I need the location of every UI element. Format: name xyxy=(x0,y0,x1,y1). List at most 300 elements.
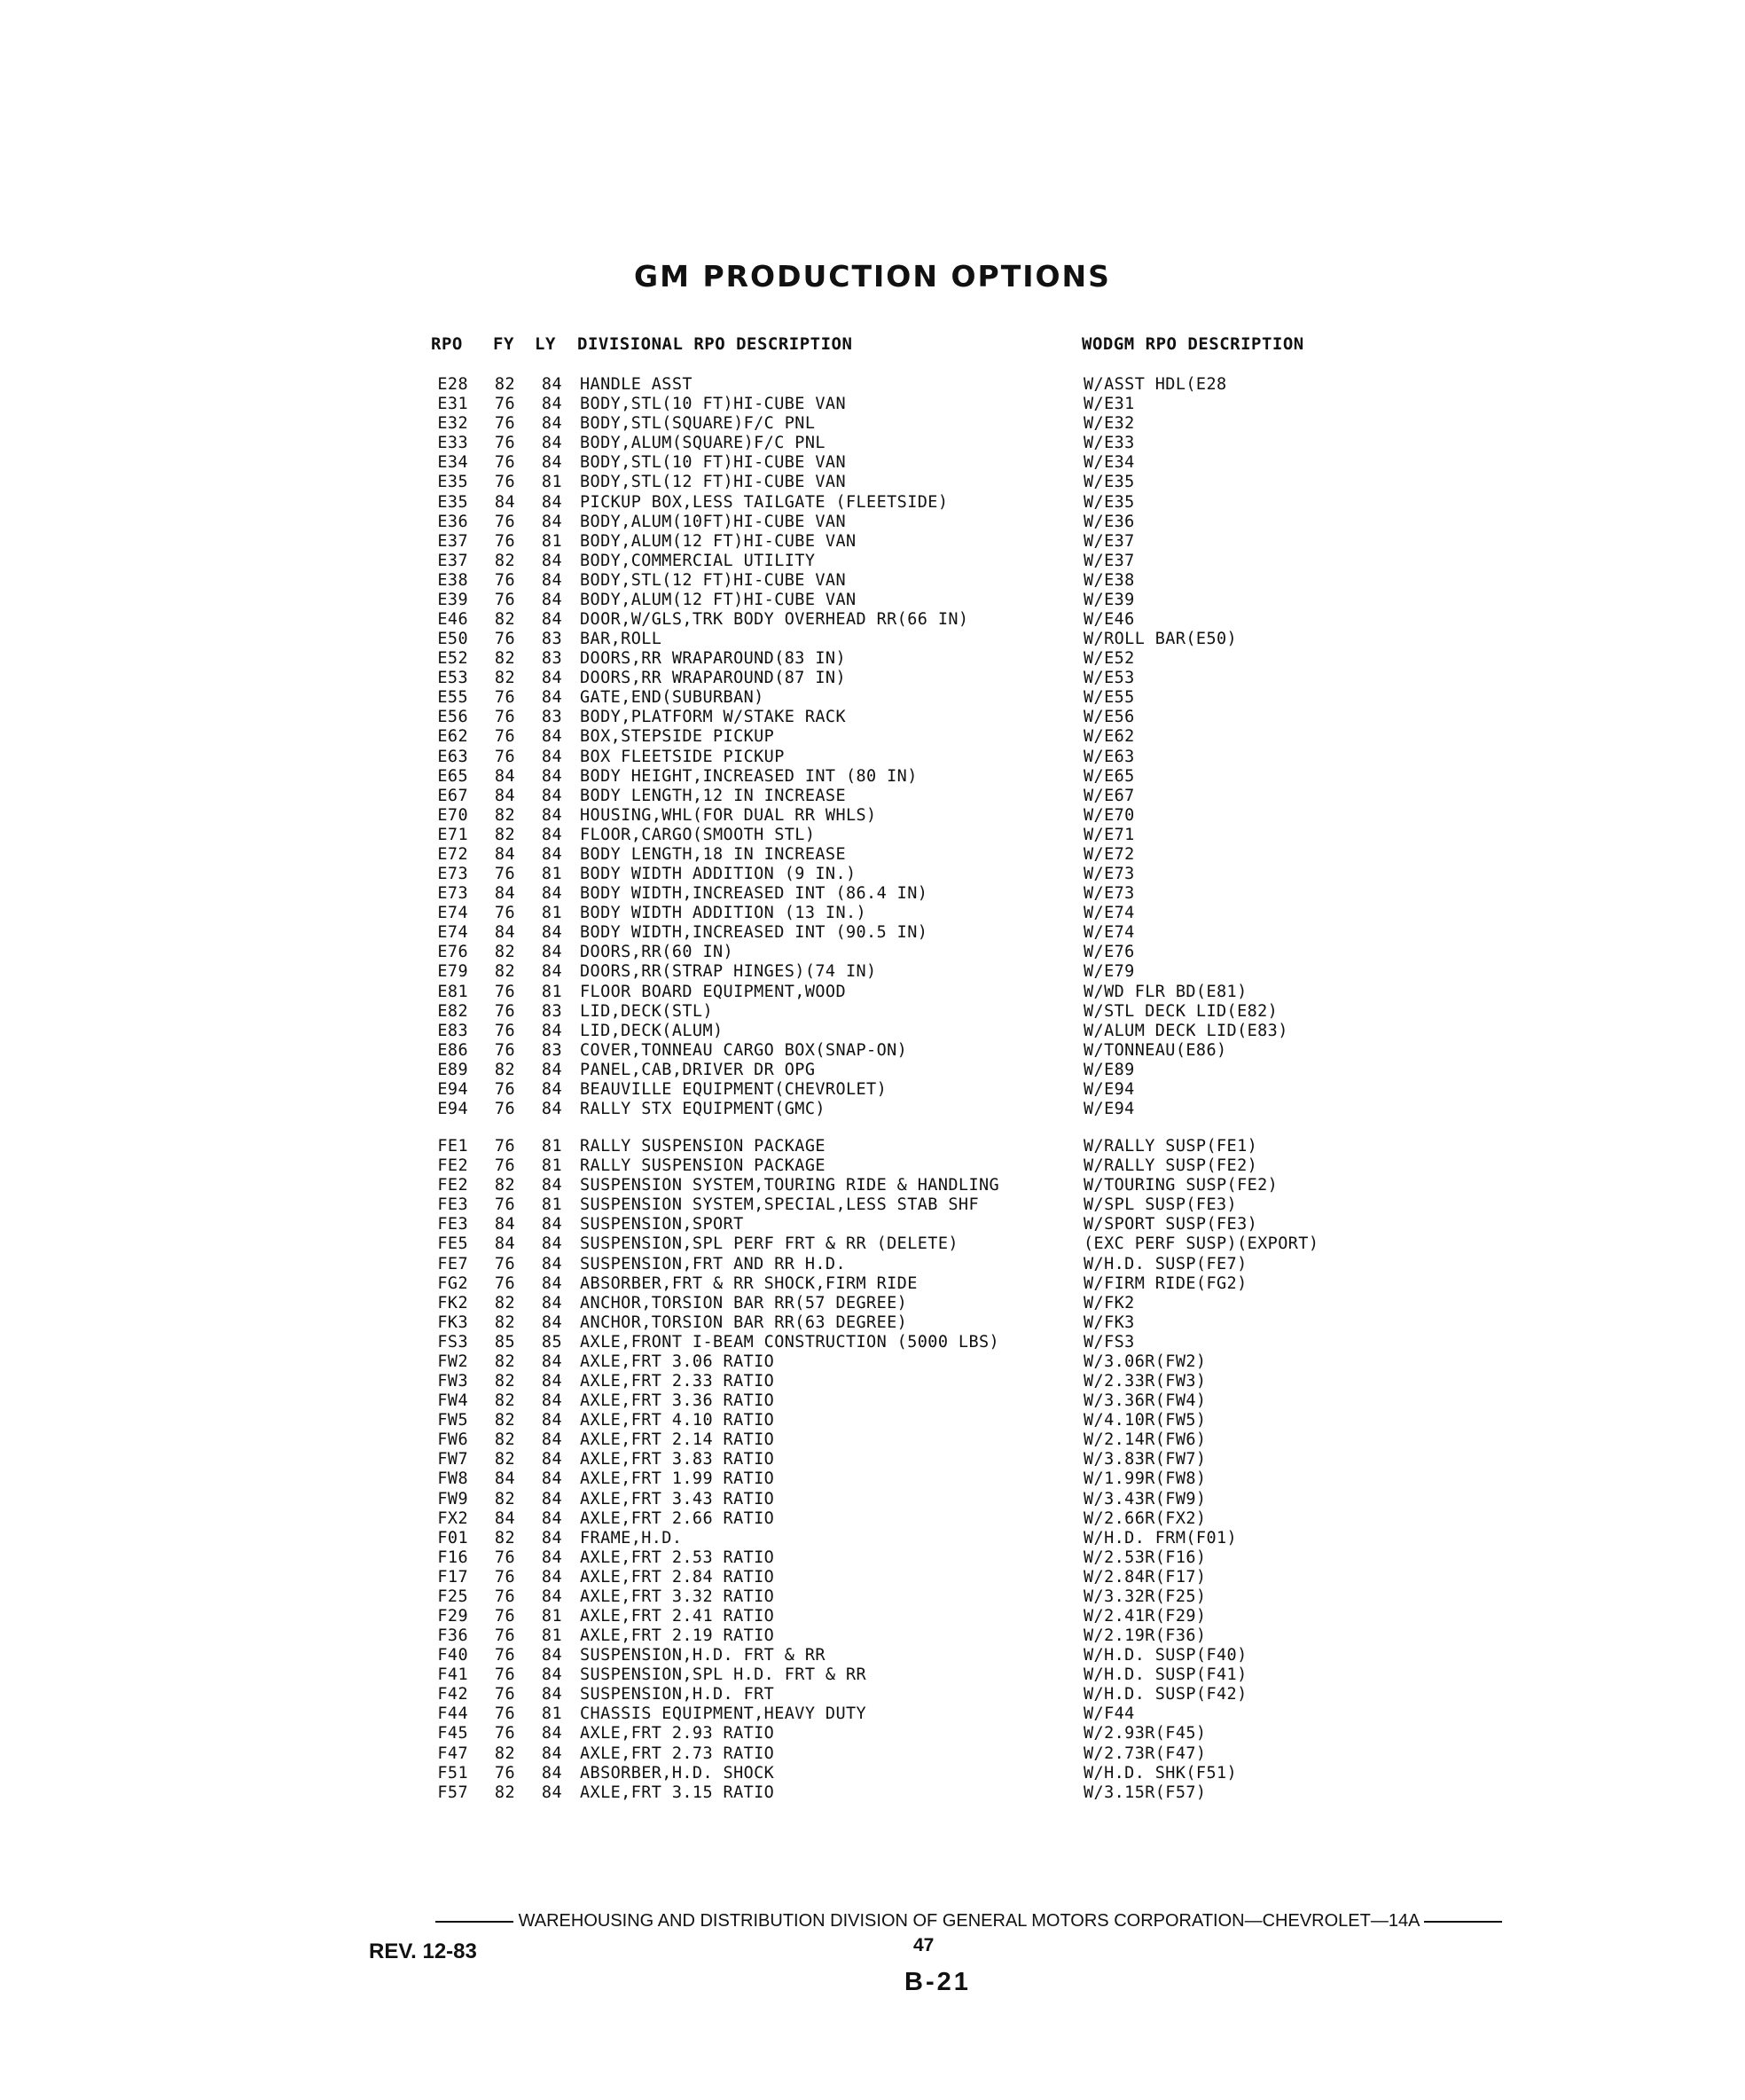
rpo-code-cell: F36 xyxy=(437,1626,468,1645)
first-year-cell: 82 xyxy=(494,1293,515,1312)
wodgm-description-cell: W/2.14R(FW6) xyxy=(1084,1430,1207,1450)
table-row xyxy=(0,884,1745,904)
column-header-fy: FY xyxy=(493,334,514,354)
table-row xyxy=(0,904,1745,923)
rpo-code-cell: FE2 xyxy=(437,1176,468,1195)
table-row xyxy=(0,748,1745,767)
table-row xyxy=(0,414,1745,434)
rpo-code-cell: E35 xyxy=(437,473,468,492)
last-year-cell: 84 xyxy=(541,590,562,609)
wodgm-description-cell: W/H.D. SUSP(F42) xyxy=(1084,1685,1248,1704)
last-year-cell: 84 xyxy=(541,1528,562,1548)
last-year-cell: 84 xyxy=(541,1021,562,1040)
wodgm-description-cell: W/3.83R(FW7) xyxy=(1084,1450,1207,1469)
rpo-code-cell: F25 xyxy=(437,1587,468,1606)
wodgm-description-cell: W/E94 xyxy=(1084,1100,1135,1118)
wodgm-description-cell: W/H.D. SHK(F51) xyxy=(1084,1763,1238,1783)
wodgm-description-cell: W/SPORT SUSP(FE3) xyxy=(1084,1215,1258,1234)
divisional-description-cell: BODY,ALUM(10FT)HI-CUBE VAN xyxy=(580,512,846,531)
table-row xyxy=(0,591,1745,610)
last-year-cell: 84 xyxy=(541,1724,562,1743)
table-row xyxy=(0,1469,1745,1489)
last-year-cell: 84 xyxy=(541,1391,562,1411)
rpo-code-cell: E94 xyxy=(437,1100,468,1118)
wodgm-description-cell: W/3.36R(FW4) xyxy=(1084,1391,1207,1411)
wodgm-description-cell: W/STL DECK LID(E82) xyxy=(1084,1001,1279,1021)
divisional-description-cell: SUSPENSION SYSTEM,SPECIAL,LESS STAB SHF xyxy=(580,1195,979,1215)
rpo-code-cell: E62 xyxy=(437,727,468,747)
divisional-description-cell: AXLE,FRT 3.32 RATIO xyxy=(580,1587,775,1606)
rpo-code-cell: FW8 xyxy=(437,1469,468,1489)
last-year-cell: 84 xyxy=(541,1685,562,1704)
divisional-description-cell: CHASSIS EQUIPMENT,HEAVY DUTY xyxy=(580,1704,867,1724)
section-page-number: B-21 xyxy=(904,1968,971,1996)
last-year-cell: 84 xyxy=(541,1646,562,1665)
last-year-cell: 84 xyxy=(541,512,562,531)
wodgm-description-cell: W/TONNEAU(E86) xyxy=(1084,1040,1227,1060)
last-year-cell: 81 xyxy=(541,1195,562,1215)
rpo-code-cell: FE3 xyxy=(437,1195,468,1215)
last-year-cell: 84 xyxy=(541,962,562,982)
last-year-cell: 84 xyxy=(541,786,562,805)
divisional-description-cell: BODY WIDTH,INCREASED INT (90.5 IN) xyxy=(580,923,928,943)
divisional-description-cell: BODY LENGTH,18 IN INCREASE xyxy=(580,844,846,864)
divisional-description-cell: AXLE,FRT 3.43 RATIO xyxy=(580,1489,775,1508)
rpo-code-cell: F16 xyxy=(437,1548,468,1567)
divisional-description-cell: AXLE,FRT 3.83 RATIO xyxy=(580,1450,775,1469)
divisional-description-cell: AXLE,FRT 4.10 RATIO xyxy=(580,1411,775,1430)
first-year-cell: 82 xyxy=(494,375,515,394)
wodgm-description-cell: W/E65 xyxy=(1084,766,1135,786)
first-year-cell: 82 xyxy=(494,1411,515,1430)
first-year-cell: 84 xyxy=(494,766,515,786)
wodgm-description-cell: W/H.D. SUSP(F41) xyxy=(1084,1665,1248,1685)
last-year-cell: 84 xyxy=(541,375,562,394)
wodgm-description-cell: W/2.19R(F36) xyxy=(1084,1626,1207,1645)
rpo-code-cell: F29 xyxy=(437,1607,468,1626)
table-row xyxy=(0,434,1745,453)
divisional-description-cell: BODY,STL(SQUARE)F/C PNL xyxy=(580,414,816,434)
first-year-cell: 76 xyxy=(494,1665,515,1685)
rpo-code-cell: E89 xyxy=(437,1060,468,1079)
last-year-cell: 84 xyxy=(541,1312,562,1332)
wodgm-description-cell: W/E73 xyxy=(1084,865,1135,883)
table-row xyxy=(0,1430,1745,1450)
rpo-code-cell: E76 xyxy=(437,943,468,962)
last-year-cell: 85 xyxy=(541,1332,562,1352)
divisional-description-cell: LID,DECK(STL) xyxy=(580,1001,713,1021)
last-year-cell: 84 xyxy=(541,1430,562,1450)
table-row xyxy=(0,395,1745,414)
table-row xyxy=(0,1294,1745,1313)
column-header-ly: LY xyxy=(535,334,556,354)
first-year-cell: 82 xyxy=(494,1060,515,1079)
divisional-description-cell: AXLE,FRT 3.36 RATIO xyxy=(580,1391,775,1411)
rpo-code-cell: E83 xyxy=(437,1021,468,1040)
divisional-description-cell: BODY,COMMERCIAL UTILITY xyxy=(580,551,816,570)
rpo-code-cell: F44 xyxy=(437,1704,468,1724)
wodgm-description-cell: W/4.10R(FW5) xyxy=(1084,1411,1207,1430)
wodgm-description-cell: W/H.D. FRM(F01) xyxy=(1084,1528,1238,1548)
first-year-cell: 76 xyxy=(494,1587,515,1606)
table-row xyxy=(0,983,1745,1002)
wodgm-description-cell: W/E89 xyxy=(1084,1060,1135,1079)
last-year-cell: 84 xyxy=(541,1079,562,1099)
rpo-code-cell: FE3 xyxy=(437,1215,468,1234)
wodgm-description-cell: W/RALLY SUSP(FE2) xyxy=(1084,1156,1258,1176)
rpo-code-cell: FS3 xyxy=(437,1332,468,1352)
first-year-cell: 82 xyxy=(494,1176,515,1195)
first-year-cell: 76 xyxy=(494,1254,515,1273)
table-row xyxy=(0,708,1745,727)
last-year-cell: 81 xyxy=(541,1607,562,1626)
last-year-cell: 84 xyxy=(541,1665,562,1685)
first-year-cell: 82 xyxy=(494,805,515,825)
rpo-code-cell: E46 xyxy=(437,610,468,629)
first-year-cell: 84 xyxy=(494,1508,515,1528)
table-row xyxy=(0,1176,1745,1195)
divisional-description-cell: BODY LENGTH,12 IN INCREASE xyxy=(580,786,846,805)
first-year-cell: 82 xyxy=(494,1312,515,1332)
rpo-code-cell: FW4 xyxy=(437,1391,468,1411)
divisional-description-cell: BODY WIDTH ADDITION (13 IN.) xyxy=(580,904,867,923)
rpo-code-cell: F42 xyxy=(437,1685,468,1704)
wodgm-description-cell: W/E67 xyxy=(1084,786,1135,805)
last-year-cell: 84 xyxy=(541,1763,562,1783)
divisional-description-cell: ANCHOR,TORSION BAR RR(57 DEGREE) xyxy=(580,1293,908,1312)
footer-rule-left xyxy=(435,1921,513,1923)
table-row xyxy=(0,1022,1745,1041)
divisional-description-cell: PANEL,CAB,DRIVER DR OPG xyxy=(580,1060,816,1079)
divisional-description-cell: SUSPENSION,SPORT xyxy=(580,1215,744,1234)
rpo-code-cell: E74 xyxy=(437,904,468,923)
divisional-description-cell: DOORS,RR(STRAP HINGES)(74 IN) xyxy=(580,962,877,982)
last-year-cell: 84 xyxy=(541,1469,562,1489)
first-year-cell: 84 xyxy=(494,1234,515,1254)
divisional-description-cell: SUSPENSION SYSTEM,TOURING RIDE & HANDLING xyxy=(580,1176,1000,1195)
last-year-cell: 84 xyxy=(541,1508,562,1528)
rpo-code-cell: FE1 xyxy=(437,1137,468,1156)
wodgm-description-cell: W/E33 xyxy=(1084,434,1135,453)
last-year-cell: 84 xyxy=(541,1293,562,1312)
divisional-description-cell: DOOR,W/GLS,TRK BODY OVERHEAD RR(66 IN) xyxy=(580,610,969,629)
last-year-cell: 84 xyxy=(541,1783,562,1802)
first-year-cell: 82 xyxy=(494,1783,515,1802)
rpo-code-cell: E72 xyxy=(437,844,468,864)
divisional-description-cell: GATE,END(SUBURBAN) xyxy=(580,688,764,708)
wodgm-description-cell: W/E74 xyxy=(1084,923,1135,943)
table-row xyxy=(0,375,1745,395)
table-row xyxy=(0,1100,1745,1119)
rpo-code-cell: F40 xyxy=(437,1646,468,1665)
wodgm-description-cell: W/2.41R(F29) xyxy=(1084,1607,1207,1626)
wodgm-description-cell: W/ROLL BAR(E50) xyxy=(1084,630,1238,648)
first-year-cell: 76 xyxy=(494,434,515,453)
table-row xyxy=(0,962,1745,982)
wodgm-description-cell: W/ALUM DECK LID(E83) xyxy=(1084,1021,1288,1040)
first-year-cell: 76 xyxy=(494,630,515,648)
wodgm-description-cell: W/H.D. SUSP(FE7) xyxy=(1084,1254,1248,1273)
table-row xyxy=(0,1607,1745,1626)
last-year-cell: 81 xyxy=(541,1137,562,1156)
footer-division-line xyxy=(417,1911,1521,1931)
divisional-description-cell: BEAUVILLE EQUIPMENT(CHEVROLET) xyxy=(580,1079,888,1099)
rpo-code-cell: FW2 xyxy=(437,1352,468,1371)
table-row xyxy=(0,1509,1745,1529)
last-year-cell: 84 xyxy=(541,1489,562,1508)
rpo-code-cell: F45 xyxy=(437,1724,468,1743)
divisional-description-cell: FLOOR BOARD EQUIPMENT,WOOD xyxy=(580,982,846,1001)
rpo-code-cell: FW7 xyxy=(437,1450,468,1469)
rpo-code-cell: E63 xyxy=(437,747,468,766)
wodgm-description-cell: W/E36 xyxy=(1084,512,1135,531)
last-year-cell: 84 xyxy=(541,1411,562,1430)
wodgm-description-cell: W/E34 xyxy=(1084,453,1135,473)
table-row xyxy=(0,1764,1745,1783)
divisional-description-cell: AXLE,FRT 3.06 RATIO xyxy=(580,1352,775,1371)
first-year-cell: 76 xyxy=(494,1040,515,1060)
table-row xyxy=(0,493,1745,513)
table-row xyxy=(0,552,1745,571)
first-year-cell: 76 xyxy=(494,531,515,551)
first-year-cell: 76 xyxy=(494,688,515,708)
table-row xyxy=(0,1313,1745,1333)
first-year-cell: 82 xyxy=(494,943,515,962)
rpo-code-cell: E71 xyxy=(437,825,468,844)
first-year-cell: 76 xyxy=(494,727,515,747)
table-row xyxy=(0,1391,1745,1411)
first-year-cell: 76 xyxy=(494,865,515,883)
rpo-code-cell: FW6 xyxy=(437,1430,468,1450)
rpo-code-cell: E28 xyxy=(437,375,468,394)
divisional-description-cell: HANDLE ASST xyxy=(580,375,693,394)
wodgm-description-cell: W/E35 xyxy=(1084,473,1135,492)
divisional-description-cell: AXLE,FRT 1.99 RATIO xyxy=(580,1469,775,1489)
rpo-code-cell: F41 xyxy=(437,1665,468,1685)
column-header-divisional-description: DIVISIONAL RPO DESCRIPTION xyxy=(577,334,853,354)
divisional-description-cell: BOX,STEPSIDE PICKUP xyxy=(580,727,775,747)
first-year-cell: 76 xyxy=(494,1548,515,1567)
rpo-code-cell: E79 xyxy=(437,962,468,982)
wodgm-description-cell: W/E71 xyxy=(1084,825,1135,844)
divisional-description-cell: AXLE,FRT 2.84 RATIO xyxy=(580,1567,775,1587)
divisional-description-cell: SUSPENSION,H.D. FRT & RR xyxy=(580,1646,826,1665)
last-year-cell: 84 xyxy=(541,1273,562,1293)
rpo-code-cell: E73 xyxy=(437,884,468,904)
last-year-cell: 81 xyxy=(541,1626,562,1645)
last-year-cell: 84 xyxy=(541,844,562,864)
last-year-cell: 84 xyxy=(541,1060,562,1079)
first-year-cell: 76 xyxy=(494,708,515,727)
wodgm-description-cell: W/E39 xyxy=(1084,590,1135,609)
divisional-description-cell: AXLE,FRT 2.14 RATIO xyxy=(580,1430,775,1450)
divisional-description-cell: BODY,STL(10 FT)HI-CUBE VAN xyxy=(580,395,846,414)
divisional-description-cell: DOORS,RR WRAPAROUND(83 IN) xyxy=(580,649,846,669)
first-year-cell: 76 xyxy=(494,1724,515,1743)
wodgm-description-cell: W/2.53R(F16) xyxy=(1084,1548,1207,1567)
wodgm-description-cell: W/F44 xyxy=(1084,1704,1135,1724)
table-row xyxy=(0,1744,1745,1764)
first-year-cell: 82 xyxy=(494,1352,515,1371)
divisional-description-cell: AXLE,FRT 2.93 RATIO xyxy=(580,1724,775,1743)
table-row xyxy=(0,1156,1745,1176)
divisional-description-cell: BODY WIDTH,INCREASED INT (86.4 IN) xyxy=(580,884,928,904)
wodgm-description-cell: W/E31 xyxy=(1084,395,1135,414)
last-year-cell: 84 xyxy=(541,1234,562,1254)
table-row xyxy=(0,571,1745,591)
divisional-description-cell: HOUSING,WHL(FOR DUAL RR WHLS) xyxy=(580,805,877,825)
first-year-cell: 76 xyxy=(494,1626,515,1645)
last-year-cell: 84 xyxy=(541,395,562,414)
wodgm-description-cell: W/ASST HDL(E28 xyxy=(1084,375,1227,394)
last-year-cell: 81 xyxy=(541,1156,562,1176)
table-row xyxy=(0,669,1745,688)
rpo-code-cell: FE5 xyxy=(437,1234,468,1254)
divisional-description-cell: AXLE,FRT 2.19 RATIO xyxy=(580,1626,775,1645)
wodgm-description-cell: W/FK3 xyxy=(1084,1312,1135,1332)
first-year-cell: 82 xyxy=(494,1743,515,1763)
table-row xyxy=(0,845,1745,865)
divisional-description-cell: COVER,TONNEAU CARGO BOX(SNAP-ON) xyxy=(580,1040,908,1060)
first-year-cell: 76 xyxy=(494,1567,515,1587)
rpo-code-cell: E53 xyxy=(437,669,468,688)
wodgm-description-cell: W/E79 xyxy=(1084,962,1135,982)
last-year-cell: 81 xyxy=(541,865,562,883)
divisional-description-cell: BODY,STL(10 FT)HI-CUBE VAN xyxy=(580,453,846,473)
table-row xyxy=(0,806,1745,826)
wodgm-description-cell: W/E37 xyxy=(1084,551,1135,570)
rpo-code-cell: E55 xyxy=(437,688,468,708)
last-year-cell: 84 xyxy=(541,747,562,766)
wodgm-description-cell: W/FIRM RIDE(FG2) xyxy=(1084,1273,1248,1293)
first-year-cell: 76 xyxy=(494,1646,515,1665)
divisional-description-cell: BODY,ALUM(SQUARE)F/C PNL xyxy=(580,434,826,453)
table-row xyxy=(0,1587,1745,1607)
wodgm-description-cell: W/E38 xyxy=(1084,570,1135,590)
table-row xyxy=(0,1234,1745,1254)
wodgm-description-cell: W/E52 xyxy=(1084,649,1135,669)
rpo-code-cell: E65 xyxy=(437,766,468,786)
wodgm-description-cell: W/E56 xyxy=(1084,708,1135,727)
rpo-code-cell: E82 xyxy=(437,1001,468,1021)
last-year-cell: 84 xyxy=(541,1176,562,1195)
rpo-code-cell: F57 xyxy=(437,1783,468,1802)
last-year-cell: 84 xyxy=(541,1352,562,1371)
page-number: 47 xyxy=(913,1935,935,1955)
first-year-cell: 82 xyxy=(494,610,515,629)
first-year-cell: 76 xyxy=(494,1273,515,1293)
table-row xyxy=(0,727,1745,747)
table-row xyxy=(0,1411,1745,1430)
rpo-code-cell: E74 xyxy=(437,923,468,943)
last-year-cell: 84 xyxy=(541,414,562,434)
wodgm-description-cell: W/2.33R(FW3) xyxy=(1084,1372,1207,1391)
divisional-description-cell: RALLY STX EQUIPMENT(GMC) xyxy=(580,1100,826,1118)
wodgm-description-cell: W/E32 xyxy=(1084,414,1135,434)
wodgm-description-cell: W/3.43R(FW9) xyxy=(1084,1489,1207,1508)
first-year-cell: 76 xyxy=(494,473,515,492)
last-year-cell: 84 xyxy=(541,551,562,570)
last-year-cell: 81 xyxy=(541,982,562,1001)
last-year-cell: 84 xyxy=(541,923,562,943)
divisional-description-cell: SUSPENSION,SPL H.D. FRT & RR xyxy=(580,1665,867,1685)
first-year-cell: 84 xyxy=(494,1215,515,1234)
divisional-description-cell: DOORS,RR WRAPAROUND(87 IN) xyxy=(580,669,846,688)
last-year-cell: 84 xyxy=(541,1100,562,1118)
last-year-cell: 84 xyxy=(541,805,562,825)
table-row xyxy=(0,1724,1745,1743)
table-row xyxy=(0,513,1745,532)
wodgm-description-cell: W/E62 xyxy=(1084,727,1135,747)
rpo-code-cell: E81 xyxy=(437,982,468,1001)
first-year-cell: 76 xyxy=(494,1137,515,1156)
wodgm-description-cell: W/E37 xyxy=(1084,531,1135,551)
divisional-description-cell: AXLE,FRT 3.15 RATIO xyxy=(580,1783,775,1802)
rpo-code-cell: E35 xyxy=(437,492,468,512)
rpo-code-cell: FW3 xyxy=(437,1372,468,1391)
rpo-code-cell: FX2 xyxy=(437,1508,468,1528)
table-row xyxy=(0,1215,1745,1234)
rpo-code-cell: FK2 xyxy=(437,1293,468,1312)
table-row xyxy=(0,1041,1745,1061)
divisional-description-cell: AXLE,FRT 2.53 RATIO xyxy=(580,1548,775,1567)
wodgm-description-cell: W/E76 xyxy=(1084,943,1135,962)
rpo-code-cell: E34 xyxy=(437,453,468,473)
first-year-cell: 76 xyxy=(494,1001,515,1021)
table-row xyxy=(0,1002,1745,1022)
first-year-cell: 82 xyxy=(494,1372,515,1391)
column-header-rpo: RPO xyxy=(431,334,463,354)
table-row xyxy=(0,767,1745,787)
wodgm-description-cell: W/H.D. SUSP(F40) xyxy=(1084,1646,1248,1665)
rpo-code-cell: F51 xyxy=(437,1763,468,1783)
first-year-cell: 76 xyxy=(494,1079,515,1099)
last-year-cell: 84 xyxy=(541,1548,562,1567)
rpo-code-cell: E31 xyxy=(437,395,468,414)
last-year-cell: 84 xyxy=(541,943,562,962)
last-year-cell: 84 xyxy=(541,1450,562,1469)
first-year-cell: 82 xyxy=(494,1489,515,1508)
table-row xyxy=(0,1704,1745,1724)
rpo-code-cell: E36 xyxy=(437,512,468,531)
divisional-description-cell: BODY WIDTH ADDITION (9 IN.) xyxy=(580,865,857,883)
rpo-code-cell: E32 xyxy=(437,414,468,434)
first-year-cell: 76 xyxy=(494,570,515,590)
table-row xyxy=(0,1626,1745,1646)
last-year-cell: 84 xyxy=(541,610,562,629)
wodgm-description-cell: (EXC PERF SUSP)(EXPORT) xyxy=(1084,1234,1319,1254)
divisional-description-cell: SUSPENSION,SPL PERF FRT & RR (DELETE) xyxy=(580,1234,959,1254)
table-row xyxy=(0,1255,1745,1274)
last-year-cell: 84 xyxy=(541,1567,562,1587)
rpo-code-cell: E39 xyxy=(437,590,468,609)
last-year-cell: 84 xyxy=(541,1743,562,1763)
rpo-code-cell: E67 xyxy=(437,786,468,805)
rpo-code-cell: E37 xyxy=(437,551,468,570)
last-year-cell: 84 xyxy=(541,1587,562,1606)
last-year-cell: 84 xyxy=(541,1372,562,1391)
table-row xyxy=(0,1061,1745,1080)
first-year-cell: 76 xyxy=(494,453,515,473)
table-row xyxy=(0,1646,1745,1665)
first-year-cell: 76 xyxy=(494,395,515,414)
wodgm-description-cell: W/WD FLR BD(E81) xyxy=(1084,982,1248,1001)
table-row xyxy=(0,649,1745,669)
table-row xyxy=(0,923,1745,943)
divisional-description-cell: ABSORBER,H.D. SHOCK xyxy=(580,1763,775,1783)
table-row xyxy=(0,787,1745,806)
table-row xyxy=(0,532,1745,552)
